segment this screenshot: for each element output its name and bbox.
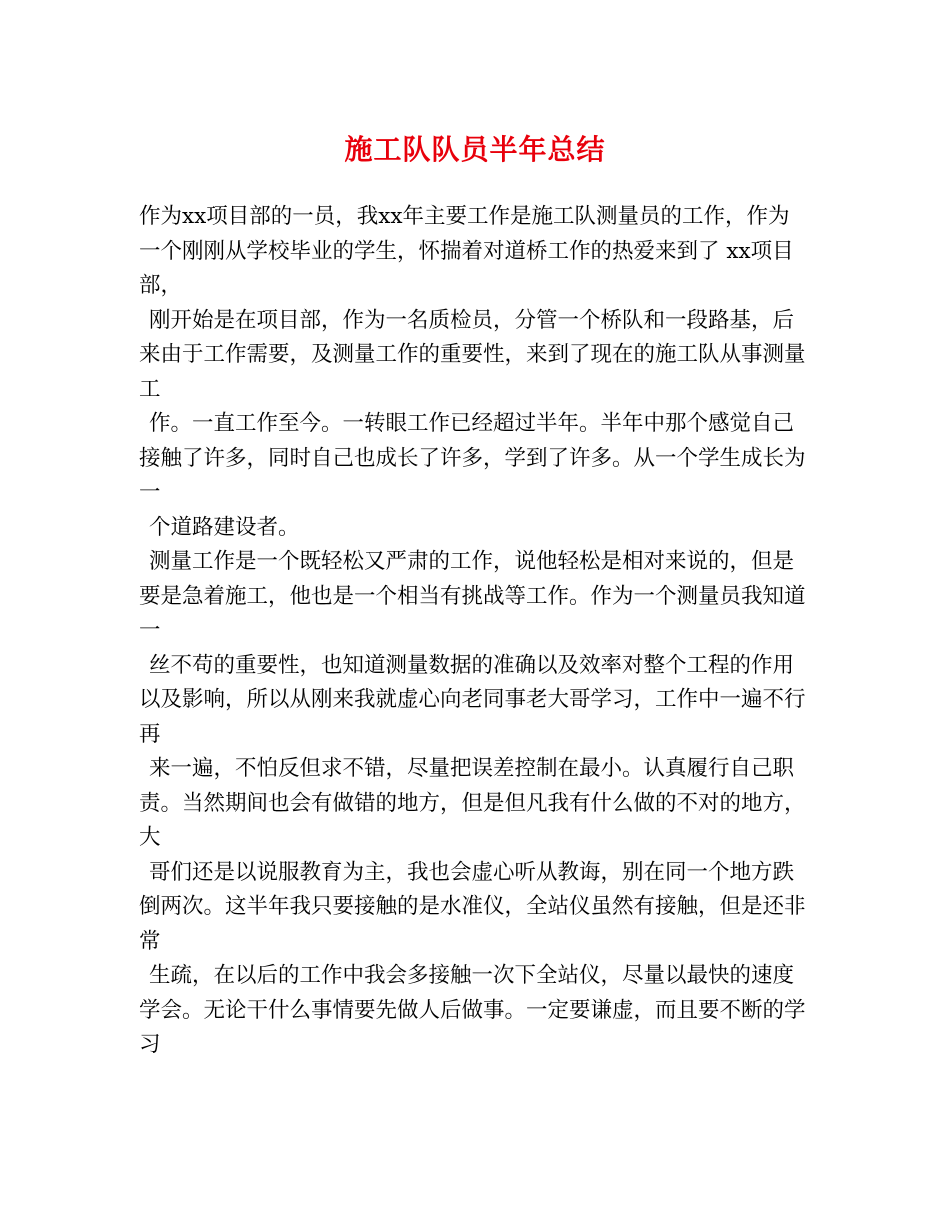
text-line: 作为xx项目部的一员，我xx年主要工作是施工队测量员的工作，作为: [139, 204, 790, 229]
text-line: 学会。无论干什么事情要先做人后做事。一定要谦虚，而且要不断的学: [139, 997, 806, 1023]
text-line: 倒两次。这半年我只要接触的是水准仪，全站仪虽然有接触，但是还非: [139, 894, 806, 919]
text-line: 哥们还是以说服教育为主，我也会虚心听从教诲，别在同一个地方跌: [149, 859, 795, 885]
text-line: 要是急着施工，他也是一个相当有挑战等工作。作为一个测量员我知道: [139, 583, 806, 609]
text-line: 来由于工作需要，及测量工作的重要性，来到了现在的施工队从事测量: [139, 342, 806, 367]
text-line: 工: [139, 376, 161, 402]
text-line: 以及影响，所以从刚来我就虚心向老同事老大哥学习，工作中一遍不行: [139, 687, 806, 712]
text-line: 测量工作是一个既轻松又严肃的工作，说他轻松是相对来说的，但是: [149, 549, 795, 574]
text-line: 一个刚刚从学校毕业的学生，怀揣着对道桥工作的热爱来到了 xx项目: [139, 238, 794, 264]
text-line: 责。当然期间也会有做错的地方，但是但凡我有什么做的不对的地方，: [139, 790, 806, 816]
text-line: 大: [139, 825, 161, 850]
text-line: 习: [139, 1032, 161, 1057]
text-line: 生疏，在以后的工作中我会多接触一次下全站仪，尽量以最快的速度: [149, 963, 795, 988]
text-line: 再: [139, 721, 161, 747]
text-line: 丝不苟的重要性，也知道测量数据的准确以及效率对整个工程的作用: [149, 652, 795, 678]
document-title: 施工队队员半年总结: [344, 133, 606, 166]
document-body: [139, 200, 819, 1063]
text-line: 来一遍，不怕反但求不错，尽量把误差控制在最小。认真履行自己职: [149, 756, 795, 781]
text-line: 一: [139, 480, 161, 505]
text-line: 个道路建设者。: [149, 514, 300, 540]
text-line: 常: [139, 928, 161, 954]
text-line: 作。一直工作至今。一转眼工作已经超过半年。半年中那个感觉自己: [149, 411, 795, 436]
text-line: 接触了许多，同时自己也成长了许多，学到了许多。从一个学生成长为: [139, 445, 806, 471]
text-line: 刚开始是在项目部，作为一名质检员，分管一个桥队和一段路基，后: [149, 307, 795, 333]
text-line: 一: [139, 618, 161, 643]
text-line: 部，: [139, 273, 183, 298]
